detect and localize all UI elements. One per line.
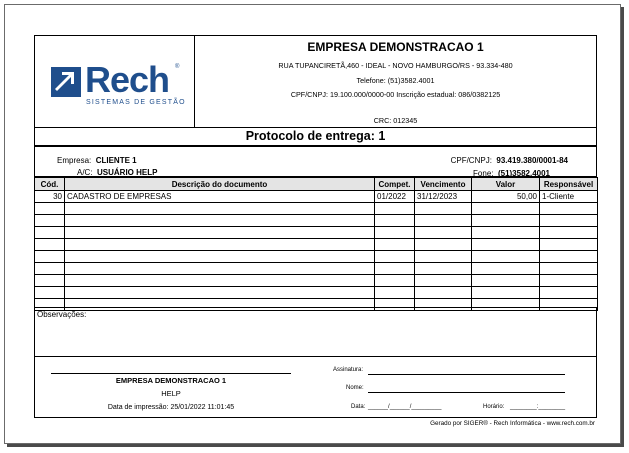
empty-cell (375, 239, 415, 251)
empty-cell (472, 239, 540, 251)
empty-cell (472, 263, 540, 275)
empty-cell (415, 239, 472, 251)
table-row-empty (35, 263, 598, 275)
empty-cell (540, 203, 598, 215)
table-row-empty (35, 203, 598, 215)
client-attn-label: A/C: (77, 168, 93, 177)
cell-vencimento: 31/12/2023 (415, 191, 472, 203)
empty-cell (65, 275, 375, 287)
documents-table (34, 177, 598, 311)
company-info (194, 35, 597, 128)
col-header-descricao: Descrição do documento (65, 178, 375, 191)
empty-cell (415, 287, 472, 299)
col-header-cod: Cód. (35, 178, 65, 191)
empty-cell (35, 203, 65, 215)
company-crc: CRC: 012345 (373, 116, 418, 125)
empty-cell (375, 215, 415, 227)
client-cnpj-label: CPF/CNPJ: (450, 156, 492, 165)
company-phone: Telefone: (51)3582.4001 (356, 76, 435, 85)
company-address: RUA TUPANCIRETÃ,460 - IDEAL - NOVO HAMBURGO/RS - 93.334-480 (278, 61, 513, 70)
empty-cell (472, 251, 540, 263)
empty-cell (65, 227, 375, 239)
empty-cell (65, 263, 375, 275)
signature-line-left (51, 373, 291, 374)
table-header-row (35, 178, 598, 191)
empty-cell (415, 215, 472, 227)
empty-cell (540, 251, 598, 263)
empty-cell (375, 287, 415, 299)
empty-cell (35, 215, 65, 227)
empty-cell (65, 215, 375, 227)
cell-descricao: CADASTRO DE EMPRESAS (65, 191, 375, 203)
empty-cell (472, 275, 540, 287)
table-row-empty (35, 275, 598, 287)
footer-credit: Gerado por SIGER® - Rech Informática - www.rech.com.br (430, 420, 595, 427)
nome-label: Nome: (346, 385, 364, 391)
empty-cell (540, 227, 598, 239)
company-tax-ids: CPF/CNPJ: 19.100.000/0000-00 Inscrição estadual: 086/0382125 (290, 90, 501, 99)
table-row-empty (35, 227, 598, 239)
empty-cell (472, 203, 540, 215)
cell-compet: 01/2022 (375, 191, 415, 203)
assinatura-label: Assinatura: (333, 367, 364, 373)
empty-cell (375, 251, 415, 263)
protocol-title-bar (34, 127, 597, 146)
observations-box (34, 307, 597, 357)
col-header-compet: Compet. (375, 178, 415, 191)
rech-logo (51, 59, 186, 113)
empty-cell (415, 263, 472, 275)
data-label: Data: (351, 404, 366, 410)
empty-cell (540, 239, 598, 251)
table-row-empty (35, 239, 598, 251)
table-row-empty (35, 287, 598, 299)
empty-cell (65, 287, 375, 299)
table-row-empty (35, 215, 598, 227)
empty-cell (35, 275, 65, 287)
empty-cell (35, 287, 65, 299)
col-header-valor: Valor (472, 178, 540, 191)
empty-cell (375, 203, 415, 215)
observations-label: Observações: (37, 310, 87, 319)
empty-cell (415, 275, 472, 287)
brand-name: Rech (85, 59, 170, 100)
empty-cell (375, 263, 415, 275)
empty-cell (540, 263, 598, 275)
col-header-vencimento: Vencimento (415, 178, 472, 191)
empty-cell (472, 287, 540, 299)
client-company-label: Empresa: (57, 156, 92, 165)
cell-cod: 30 (35, 191, 65, 203)
client-company-value: CLIENTE 1 (95, 156, 137, 165)
empty-cell (415, 227, 472, 239)
company-name: EMPRESA DEMONSTRACAO 1 (307, 40, 484, 54)
empty-cell (415, 203, 472, 215)
empty-cell (35, 263, 65, 275)
nome-line (368, 392, 565, 393)
arrow-icon (51, 67, 81, 97)
empty-cell (65, 251, 375, 263)
client-info (34, 146, 597, 177)
client-cnpj-value: 93.419.380/0001-84 (496, 156, 568, 165)
client-phone-value: (51)3582.4001 (497, 169, 550, 178)
empty-cell (540, 215, 598, 227)
horario-label: Horário: (483, 404, 505, 410)
empty-cell (65, 203, 375, 215)
print-date: Data de impressão: 25/01/2022 11:01:45 (107, 404, 235, 411)
empty-cell (540, 287, 598, 299)
cell-valor: 50,00 (472, 191, 540, 203)
signature-user: HELP (161, 389, 181, 398)
col-header-responsavel: Responsável (540, 178, 598, 191)
assinatura-line (368, 374, 565, 375)
empty-cell (375, 227, 415, 239)
horario-blank: ________:________ (510, 404, 566, 410)
signature-company: EMPRESA DEMONSTRACAO 1 (115, 376, 227, 385)
cell-responsavel: 1-Cliente (540, 191, 598, 203)
empty-cell (472, 227, 540, 239)
client-attn-value: USUÁRIO HELP (97, 168, 158, 177)
empty-cell (472, 215, 540, 227)
signature-box (34, 356, 597, 418)
registered-mark: ® (175, 64, 180, 70)
data-blank: ______/______/_________ (368, 404, 442, 410)
empty-cell (540, 275, 598, 287)
client-phone-label: Fone: (473, 169, 494, 178)
empty-cell (35, 227, 65, 239)
empty-cell (65, 239, 375, 251)
empty-cell (35, 239, 65, 251)
empty-cell (375, 275, 415, 287)
empty-cell (35, 251, 65, 263)
table-row (35, 191, 598, 203)
protocol-title: Protocolo de entrega: 1 (245, 129, 386, 143)
table-body (35, 191, 598, 311)
logo-box (34, 35, 195, 128)
empty-cell (415, 251, 472, 263)
brand-tagline: SISTEMAS DE GESTÃO (86, 99, 186, 106)
table-row-empty (35, 251, 598, 263)
